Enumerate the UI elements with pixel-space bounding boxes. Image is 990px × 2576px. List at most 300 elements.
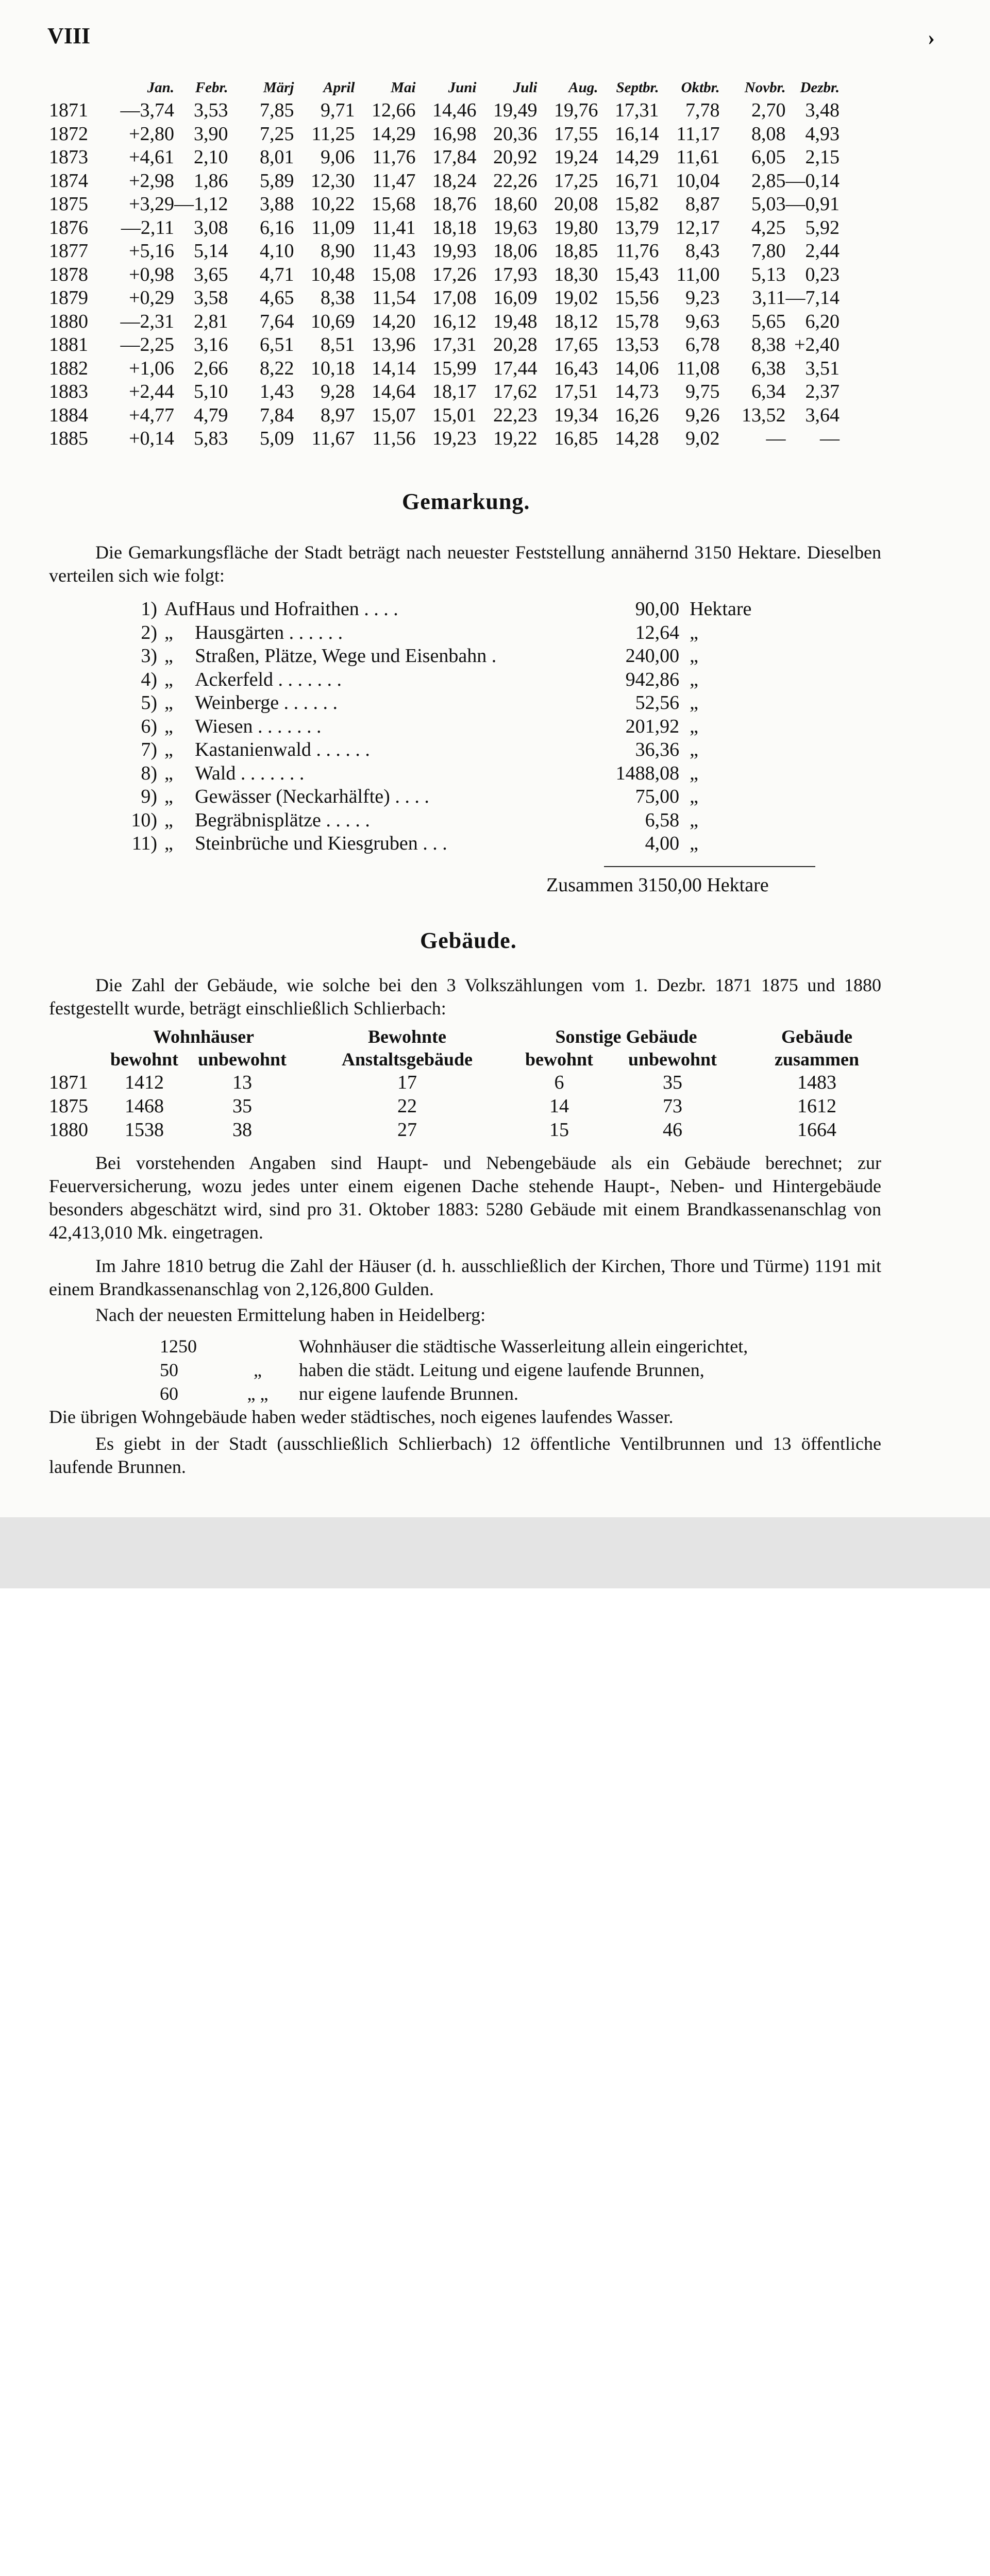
temperature-cell: 0,23 bbox=[805, 263, 840, 285]
building-cell: 35 bbox=[232, 1095, 252, 1117]
area-q: „ bbox=[164, 809, 173, 831]
temperature-cell: 8,22 bbox=[260, 357, 294, 379]
area-q: „ bbox=[164, 833, 173, 855]
temperature-cell: 6,78 bbox=[685, 334, 720, 356]
temperature-cell: —2,25 bbox=[120, 334, 174, 356]
water-item bbox=[160, 1382, 748, 1405]
temperature-row bbox=[49, 333, 840, 357]
temperature-cell: 5,65 bbox=[751, 310, 786, 332]
temperature-cell: 7,25 bbox=[260, 123, 294, 145]
temperature-cell: 14,20 bbox=[372, 310, 416, 332]
temperature-cell: 5,89 bbox=[260, 170, 294, 192]
paragraph-feuerversicherung: Bei vorstehenden Angaben sind Haupt- und Nebengebäude als ein Gebäude berechnet; zur Feuerversicherung, wozu jedes unter einem eigenen Dache stehende Haupt-, Neben- und Hintergebäude besonders abgeschätzt wird, sind pro 31. Oktober 1883: 5280 Gebäude mit einem Brandkassenanschlag von 42,413,010 Mk. eingetragen. bbox=[49, 1153, 881, 1243]
temperature-cell: +2,98 bbox=[129, 170, 174, 192]
temperature-cell: —7,14 bbox=[785, 287, 840, 309]
temperature-cell: 18,60 bbox=[493, 193, 538, 215]
temperature-cell: 9,71 bbox=[321, 99, 355, 122]
temperature-cell: 15,08 bbox=[372, 263, 416, 285]
water-item bbox=[160, 1358, 748, 1382]
temperature-cell: 16,12 bbox=[432, 310, 477, 332]
temperature-cell: 2,81 bbox=[194, 310, 228, 332]
temperature-cell: 17,62 bbox=[493, 381, 538, 403]
temperature-row bbox=[49, 99, 840, 123]
paragraph-uebrige: Die übrigen Wohngebäude haben weder städtisches, noch eigenes laufendes Wasser. bbox=[49, 1406, 674, 1427]
temperature-cell: 10,22 bbox=[311, 193, 355, 215]
temperature-cell: 15,56 bbox=[615, 287, 659, 309]
temperature-cell: 18,30 bbox=[554, 263, 598, 285]
temperature-cell: 4,79 bbox=[194, 404, 228, 426]
area-n: 7) bbox=[141, 739, 157, 761]
temperature-cell: 10,18 bbox=[311, 357, 355, 379]
row-year: 1871 bbox=[49, 99, 88, 122]
temperature-row bbox=[49, 170, 840, 193]
temperature-cell: 3,11 bbox=[752, 287, 786, 309]
sub-head-bewohnt: bewohnt bbox=[110, 1049, 179, 1070]
temperature-cell: 14,46 bbox=[432, 99, 477, 122]
temperature-cell: 5,83 bbox=[194, 428, 228, 450]
temperature-cell: 8,90 bbox=[321, 240, 355, 262]
temperature-cell: 16,43 bbox=[554, 357, 598, 379]
water-q bbox=[216, 1334, 299, 1358]
area-label: Gewässer (Neckarhälfte) . . . . bbox=[195, 786, 429, 808]
area-item bbox=[111, 598, 822, 621]
temperature-cell: 4,10 bbox=[260, 240, 294, 262]
temperature-row bbox=[49, 404, 840, 428]
temperature-cell: 14,64 bbox=[372, 381, 416, 403]
row-year: 1878 bbox=[49, 263, 88, 285]
temperature-cell: — bbox=[820, 428, 840, 450]
building-cell: 14 bbox=[549, 1095, 569, 1117]
temperature-cell: 17,55 bbox=[554, 123, 598, 145]
month-header: Aug. bbox=[568, 79, 598, 96]
area-value: 75,00 bbox=[635, 786, 680, 808]
temperature-row bbox=[49, 310, 840, 334]
sub-head-bewohnt-2: bewohnt bbox=[525, 1049, 594, 1070]
building-cell: 6 bbox=[554, 1072, 564, 1093]
temperature-cell: 13,53 bbox=[615, 334, 659, 356]
temperature-cell: 16,26 bbox=[615, 404, 659, 426]
area-unit: „ bbox=[690, 692, 698, 714]
row-year: 1883 bbox=[49, 381, 88, 403]
building-row bbox=[49, 1118, 894, 1142]
temperature-cell: 2,66 bbox=[194, 357, 228, 379]
area-label: Kastanienwald . . . . . . bbox=[195, 739, 370, 761]
area-label: Steinbrüche und Kiesgruben . . . bbox=[195, 833, 447, 855]
temperature-cell: 12,66 bbox=[372, 99, 416, 122]
area-item bbox=[111, 809, 822, 833]
temperature-cell: +2,44 bbox=[129, 381, 174, 403]
temperature-cell: 5,03 bbox=[751, 193, 786, 215]
temperature-cell: 11,61 bbox=[676, 146, 720, 168]
temperature-cell: 17,26 bbox=[432, 263, 477, 285]
temperature-cell: 13,96 bbox=[372, 334, 416, 356]
row-year: 1875 bbox=[49, 193, 88, 215]
temperature-cell: +0,29 bbox=[129, 287, 174, 309]
temperature-cell: 5,92 bbox=[805, 216, 840, 239]
gemarkung-intro: Die Gemarkungsfläche der Stadt beträgt nach neuester Feststellung annähernd 3150 Hektare. Dieselben verteilen sich wie folgt: bbox=[49, 542, 881, 586]
temperature-cell: 5,14 bbox=[194, 240, 228, 262]
temperature-cell: 7,78 bbox=[685, 99, 720, 122]
building-cell: 17 bbox=[397, 1072, 417, 1093]
area-label: Straßen, Plätze, Wege und Eisenbahn . bbox=[195, 645, 497, 667]
area-unit: „ bbox=[690, 715, 698, 737]
water-q: „ „ bbox=[247, 1383, 269, 1404]
temperature-cell: 8,51 bbox=[321, 334, 355, 356]
area-unit: „ bbox=[690, 762, 698, 784]
temperature-cell: 18,24 bbox=[432, 170, 477, 192]
area-value: 4,00 bbox=[645, 833, 680, 855]
temperature-cell: —0,14 bbox=[785, 170, 840, 192]
building-cell: 27 bbox=[397, 1119, 417, 1141]
sub-head-unbewohnt: unbewohnt bbox=[197, 1049, 287, 1070]
temperature-cell: 20,08 bbox=[554, 193, 598, 215]
row-year: 1879 bbox=[49, 287, 88, 309]
temperature-table-body bbox=[49, 99, 840, 451]
temperature-cell: 20,36 bbox=[493, 123, 538, 145]
temperature-cell: 9,06 bbox=[321, 146, 355, 168]
month-header: Novbr. bbox=[744, 79, 786, 96]
gebaeude-heading: Gebäude. bbox=[420, 928, 517, 953]
area-value: 201,92 bbox=[625, 715, 680, 737]
area-item bbox=[111, 715, 822, 739]
temperature-cell: 2,85 bbox=[751, 170, 786, 192]
temperature-cell: 3,65 bbox=[194, 263, 228, 285]
month-header: Jan. bbox=[147, 79, 174, 96]
temperature-cell: 3,48 bbox=[805, 99, 840, 122]
area-unit: „ bbox=[690, 809, 698, 831]
temperature-cell: 20,92 bbox=[493, 146, 538, 168]
temperature-cell: 4,93 bbox=[805, 123, 840, 145]
area-item bbox=[111, 691, 822, 715]
month-header-row bbox=[49, 76, 840, 99]
temperature-cell: 2,15 bbox=[805, 146, 840, 168]
temperature-cell: 17,31 bbox=[615, 99, 659, 122]
temperature-cell: 11,41 bbox=[372, 216, 416, 239]
area-q: „ bbox=[164, 621, 173, 643]
temperature-cell: 8,43 bbox=[685, 240, 720, 262]
temperature-cell: —1,12 bbox=[174, 193, 228, 215]
water-item bbox=[160, 1334, 748, 1358]
temperature-cell: 18,85 bbox=[554, 240, 598, 262]
temperature-cell: 14,14 bbox=[372, 357, 416, 379]
row-year: 1872 bbox=[49, 123, 88, 145]
area-item bbox=[111, 832, 822, 856]
row-year: 1880 bbox=[49, 1119, 88, 1141]
month-header: Mai bbox=[391, 79, 416, 96]
temperature-cell: —3,74 bbox=[120, 99, 174, 122]
temperature-cell: 19,34 bbox=[554, 404, 598, 426]
area-item bbox=[111, 621, 822, 645]
building-header-row-2 bbox=[49, 1048, 894, 1071]
temperature-row bbox=[49, 427, 840, 451]
temperature-cell: 16,71 bbox=[615, 170, 659, 192]
temperature-cell: 11,08 bbox=[676, 357, 720, 379]
area-label: Wald . . . . . . . bbox=[195, 762, 305, 784]
area-q: „ bbox=[164, 739, 173, 761]
temperature-cell: 9,26 bbox=[685, 404, 720, 426]
building-table bbox=[49, 1025, 894, 1142]
temperature-cell: 18,76 bbox=[432, 193, 477, 215]
water-text: nur eigene laufende Brunnen. bbox=[299, 1383, 518, 1404]
water-num: 60 bbox=[160, 1383, 178, 1404]
temperature-cell: 12,30 bbox=[311, 170, 355, 192]
temperature-cell: 2,37 bbox=[805, 381, 840, 403]
building-cell: 1468 bbox=[125, 1095, 164, 1117]
temperature-cell: 11,25 bbox=[311, 123, 355, 145]
temperature-cell: — bbox=[766, 428, 786, 450]
temperature-cell: —2,31 bbox=[120, 310, 174, 332]
temperature-cell: 11,54 bbox=[372, 287, 416, 309]
area-label: Begräbnisplätze . . . . . bbox=[195, 809, 370, 831]
temperature-cell: 3,16 bbox=[194, 334, 228, 356]
area-n: 3) bbox=[141, 645, 157, 667]
area-item bbox=[111, 785, 822, 809]
row-year: 1875 bbox=[49, 1095, 88, 1117]
month-header: Febr. bbox=[195, 79, 228, 96]
temperature-cell: 14,73 bbox=[615, 381, 659, 403]
temperature-row bbox=[49, 286, 840, 310]
temperature-cell: 4,65 bbox=[260, 287, 294, 309]
col-head-bewohnte: Bewohnte bbox=[368, 1026, 446, 1047]
temperature-cell: 12,17 bbox=[676, 216, 720, 239]
temperature-row bbox=[49, 240, 840, 263]
temperature-row bbox=[49, 123, 840, 146]
month-header: Juli bbox=[513, 79, 538, 96]
temperature-cell: 14,28 bbox=[615, 428, 659, 450]
temperature-cell: 3,51 bbox=[805, 357, 840, 379]
sub-head-zusammen: zusammen bbox=[775, 1049, 859, 1070]
viewer-footer bbox=[0, 1517, 990, 1588]
month-header: Dezbr. bbox=[800, 79, 840, 96]
temperature-row bbox=[49, 263, 840, 287]
temperature-cell: 8,01 bbox=[260, 146, 294, 168]
temperature-cell: 14,06 bbox=[615, 357, 659, 379]
area-n: 8) bbox=[141, 762, 157, 784]
page-number: VIII bbox=[47, 23, 91, 48]
area-n: 4) bbox=[141, 668, 157, 690]
temperature-cell: +4,77 bbox=[129, 404, 174, 426]
row-year: 1884 bbox=[49, 404, 88, 426]
temperature-cell: 3,88 bbox=[260, 193, 294, 215]
temperature-cell: 22,26 bbox=[493, 170, 538, 192]
area-value: 90,00 bbox=[635, 598, 680, 620]
temperature-cell: 16,98 bbox=[432, 123, 477, 145]
building-cell: 46 bbox=[663, 1119, 682, 1141]
temperature-cell: 11,67 bbox=[311, 428, 355, 450]
gemarkung-heading: Gemarkung. bbox=[402, 489, 530, 514]
temperature-row bbox=[49, 193, 840, 216]
temperature-cell: 19,23 bbox=[432, 428, 477, 450]
month-header: April bbox=[323, 79, 355, 96]
temperature-cell: 3,58 bbox=[194, 287, 228, 309]
area-q: „ bbox=[164, 715, 173, 737]
sub-head-anstalt: Anstaltsgebäude bbox=[341, 1049, 473, 1070]
temperature-cell: 13,52 bbox=[742, 404, 786, 426]
temperature-cell: 17,84 bbox=[432, 146, 477, 168]
temperature-cell: 7,85 bbox=[260, 99, 294, 122]
temperature-cell: 1,43 bbox=[260, 381, 294, 403]
gebaeude-intro: Die Zahl der Gebäude, wie solche bei den 3 Volkszählungen vom 1. Dezbr. 1871 1875 und 1880 festgestellt wurde, beträgt einschließlich Schlierbach: bbox=[49, 975, 881, 1019]
row-year: 1873 bbox=[49, 146, 88, 168]
building-row bbox=[49, 1094, 894, 1118]
row-year: 1882 bbox=[49, 357, 88, 379]
page-mark: › bbox=[928, 26, 935, 50]
col-head-sonstige: Sonstige Gebäude bbox=[555, 1026, 697, 1047]
sum-line bbox=[604, 866, 815, 867]
area-value: 942,86 bbox=[625, 668, 680, 690]
paragraph-ermittelung: Nach der neuesten Ermittelung haben in Heidelberg: bbox=[95, 1304, 486, 1325]
temperature-cell: 15,01 bbox=[432, 404, 477, 426]
sub-head-unbewohnt-2: unbewohnt bbox=[628, 1049, 717, 1070]
temperature-cell: 11,47 bbox=[372, 170, 416, 192]
temperature-cell: 19,49 bbox=[493, 99, 538, 122]
temperature-cell: 14,29 bbox=[615, 146, 659, 168]
temperature-cell: 2,44 bbox=[805, 240, 840, 262]
building-cell: 1538 bbox=[125, 1119, 164, 1141]
temperature-cell: 14,29 bbox=[372, 123, 416, 145]
temperature-cell: 19,93 bbox=[432, 240, 477, 262]
temperature-cell: 3,64 bbox=[805, 404, 840, 426]
area-value: 36,36 bbox=[635, 739, 680, 761]
area-unit: „ bbox=[690, 645, 698, 667]
temperature-cell: 11,76 bbox=[372, 146, 416, 168]
month-header: Juni bbox=[448, 79, 477, 96]
temperature-cell: 17,25 bbox=[554, 170, 598, 192]
temperature-cell: 4,25 bbox=[751, 216, 786, 239]
temperature-cell: 6,38 bbox=[751, 357, 786, 379]
area-q: „ bbox=[164, 762, 173, 784]
area-label: Hausgärten . . . . . . bbox=[195, 621, 343, 643]
row-year: 1874 bbox=[49, 170, 88, 192]
temperature-cell: 15,07 bbox=[372, 404, 416, 426]
temperature-cell: 11,43 bbox=[372, 240, 416, 262]
temperature-cell: +2,40 bbox=[794, 334, 840, 356]
temperature-cell: 8,38 bbox=[321, 287, 355, 309]
temperature-cell: 19,02 bbox=[554, 287, 598, 309]
temperature-cell: 9,02 bbox=[685, 428, 720, 450]
water-num: 50 bbox=[160, 1360, 178, 1380]
year-col-header bbox=[49, 76, 108, 99]
temperature-cell: 17,93 bbox=[493, 263, 538, 285]
temperature-cell: 3,90 bbox=[194, 123, 228, 145]
building-cell: 73 bbox=[663, 1095, 682, 1117]
month-header: Märj bbox=[263, 79, 294, 96]
area-item bbox=[111, 668, 822, 692]
temperature-cell: 19,63 bbox=[493, 216, 538, 239]
temperature-cell: 5,10 bbox=[194, 381, 228, 403]
temperature-cell: 16,09 bbox=[493, 287, 538, 309]
area-n: 11) bbox=[131, 833, 157, 855]
temperature-cell: 2,70 bbox=[751, 99, 786, 122]
temperature-cell: 15,99 bbox=[432, 357, 477, 379]
temperature-cell: 9,28 bbox=[321, 381, 355, 403]
area-value: 12,64 bbox=[635, 621, 680, 643]
temperature-cell: 1,86 bbox=[194, 170, 228, 192]
area-unit: „ bbox=[690, 621, 698, 643]
area-q: „ bbox=[164, 786, 173, 808]
temperature-cell: 11,56 bbox=[372, 428, 416, 450]
temperature-cell: 5,13 bbox=[751, 263, 786, 285]
water-q: „ bbox=[254, 1360, 262, 1380]
area-value: 52,56 bbox=[635, 692, 680, 714]
temperature-cell: 11,00 bbox=[676, 263, 720, 285]
temperature-cell: 6,51 bbox=[260, 334, 294, 356]
area-q: Auf bbox=[164, 598, 195, 620]
temperature-cell: 15,68 bbox=[372, 193, 416, 215]
temperature-cell: 18,18 bbox=[432, 216, 477, 239]
area-item bbox=[111, 738, 822, 762]
temperature-row bbox=[49, 216, 840, 240]
area-label: Haus und Hofraithen . . . . bbox=[195, 598, 398, 620]
row-year: 1877 bbox=[49, 240, 88, 262]
temperature-cell: 9,23 bbox=[685, 287, 720, 309]
temperature-cell: 17,31 bbox=[432, 334, 477, 356]
temperature-cell: 5,09 bbox=[260, 428, 294, 450]
area-n: 5) bbox=[141, 692, 157, 714]
building-header-row-1 bbox=[49, 1025, 894, 1048]
temperature-cell: +1,06 bbox=[129, 357, 174, 379]
building-cell: 13 bbox=[232, 1072, 252, 1093]
temperature-cell: 17,51 bbox=[554, 381, 598, 403]
temperature-cell: 8,97 bbox=[321, 404, 355, 426]
paragraph-brunnen: Es giebt in der Stadt (ausschließlich Schlierbach) 12 öffentliche Ventilbrunnen und 13 öffentliche laufende Brunnen. bbox=[49, 1433, 881, 1477]
area-unit: „ bbox=[690, 668, 698, 690]
temperature-cell: 6,16 bbox=[260, 216, 294, 239]
temperature-cell: 20,28 bbox=[493, 334, 538, 356]
temperature-cell: 10,04 bbox=[676, 170, 720, 192]
temperature-cell: 17,08 bbox=[432, 287, 477, 309]
temperature-cell: 7,84 bbox=[260, 404, 294, 426]
area-value: 6,58 bbox=[645, 809, 680, 831]
temperature-cell: —0,91 bbox=[785, 193, 840, 215]
area-q: „ bbox=[164, 645, 173, 667]
month-header: Septbr. bbox=[616, 79, 659, 96]
temperature-row bbox=[49, 380, 840, 404]
temperature-cell: 19,80 bbox=[554, 216, 598, 239]
temperature-cell: +0,14 bbox=[129, 428, 174, 450]
temperature-cell: 19,22 bbox=[493, 428, 538, 450]
water-num: 1250 bbox=[160, 1336, 197, 1357]
water-text: Wohnhäuser die städtische Wasserleitung allein eingerichtet, bbox=[299, 1336, 748, 1357]
temperature-cell: 3,53 bbox=[194, 99, 228, 122]
area-unit: „ bbox=[690, 786, 698, 808]
building-cell: 15 bbox=[549, 1119, 569, 1141]
temperature-cell: 9,75 bbox=[685, 381, 720, 403]
temperature-cell: 8,87 bbox=[685, 193, 720, 215]
building-cell: 38 bbox=[232, 1119, 252, 1141]
temperature-cell: 11,09 bbox=[311, 216, 355, 239]
temperature-cell: 17,44 bbox=[493, 357, 538, 379]
area-unit: „ bbox=[690, 739, 698, 761]
temperature-cell: 6,34 bbox=[751, 381, 786, 403]
paragraph-1810: Im Jahre 1810 betrug die Zahl der Häuser (d. h. ausschließlich der Kirchen, Thore und Türme) 1191 mit einem Brandkassenanschlag von 2,126,800 Gulden. bbox=[49, 1256, 881, 1299]
temperature-cell: 6,20 bbox=[805, 310, 840, 332]
temperature-cell: 22,23 bbox=[493, 404, 538, 426]
temperature-cell: +2,80 bbox=[129, 123, 174, 145]
area-item bbox=[111, 762, 822, 786]
area-total: Zusammen 3150,00 Hektare bbox=[546, 874, 769, 896]
temperature-cell: 4,71 bbox=[260, 263, 294, 285]
temperature-cell: 10,69 bbox=[311, 310, 355, 332]
temperature-cell: 18,17 bbox=[432, 381, 477, 403]
temperature-cell: 7,64 bbox=[260, 310, 294, 332]
area-value: 240,00 bbox=[625, 645, 680, 667]
building-cell: 1664 bbox=[797, 1119, 836, 1141]
area-label: Ackerfeld . . . . . . . bbox=[195, 668, 342, 690]
area-n: 2) bbox=[141, 621, 157, 643]
col-head-gebaeude: Gebäude bbox=[781, 1026, 853, 1047]
area-label: Wiesen . . . . . . . bbox=[195, 715, 322, 737]
